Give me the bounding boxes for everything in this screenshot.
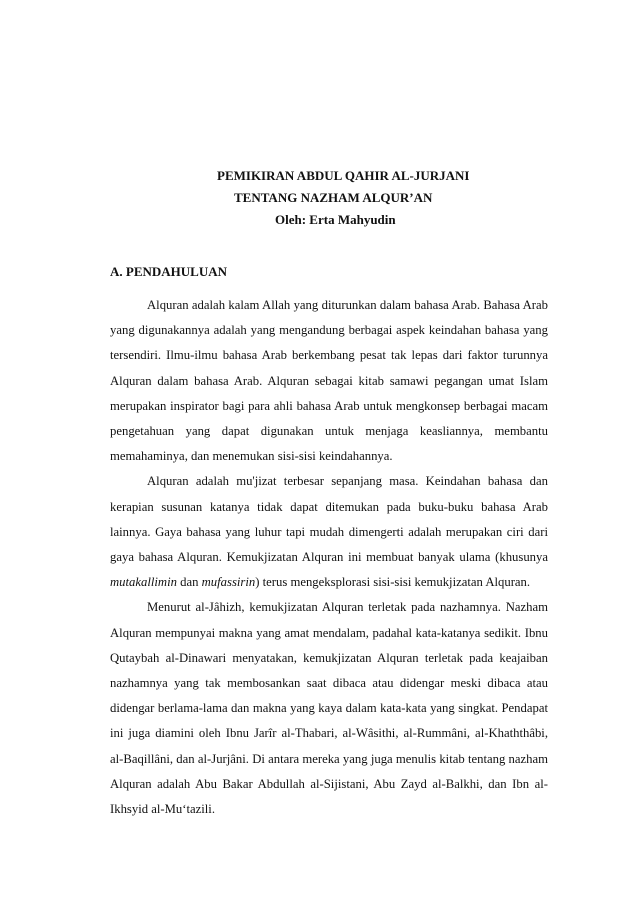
title-line-1: PEMIKIRAN ABDUL QAHIR AL-JURJANI bbox=[217, 168, 470, 183]
author-line: Oleh: Erta Mahyudin bbox=[275, 212, 396, 227]
paragraph-1: Alquran adalah kalam Allah yang diturunkan dalam bahasa Arab. Bahasa Arab yang digunakannya adalah yang mengandung berbagai aspek keindahan bahasa yang tersendiri. Ilmu-ilmu bahasa Arab berkembang pesat tak lepas dari faktor turunnya Alquran dalam bahasa Arab. Alquran sebagai kitab samawi pegangan umat Islam merupakan inspirator bagi para ahli bahasa Arab untuk mengkonsep berbagai macam pengetahuan yang dapat digunakan untuk menjaga keasliannya, membantu memahaminya, dan menemukan sisi-sisi keindahannya. bbox=[110, 298, 548, 464]
title-line-2: TENTANG NAZHAM ALQUR’AN bbox=[234, 190, 433, 205]
paragraph-2-text-a: Alquran adalah mu'jizat terbesar sepanjang masa. Keindahan bahasa dan kerapian susunan katanya tidak dapat ditemukan pada buku-buku bahasa Arab lainnya. Gaya bahasa yang luhur tapi mudah dimengerti adalah merupakan ciri dari gaya bahasa Alquran. Kemukjizatan Alquran ini membuat banyak ulama (khusunya bbox=[110, 474, 548, 565]
paragraph-2-text-c: ) terus mengeksplorasi sisi-sisi kemukjizatan Alquran. bbox=[255, 575, 531, 590]
body-text bbox=[110, 293, 548, 822]
paragraph-2 bbox=[110, 469, 548, 595]
paragraph-2-text-b: dan bbox=[176, 575, 202, 590]
term-mutakallimin: mutakallimin bbox=[110, 575, 177, 590]
section-heading: A. PENDAHULUAN bbox=[110, 264, 227, 279]
term-mufassirin: mufassirin bbox=[201, 575, 256, 590]
paragraph-3: Menurut al-Jâhizh, kemukjizatan Alquran terletak pada nazhamnya. Nazham Alquran mempunyai makna yang amat mendalam, padahal kata-katanya sedikit. Ibnu Qutaybah al-Dinawari menyatakan, kemukjizatan Alquran terletak pada keajaiban nazhamnya yang tak membosankan saat dibaca atau didengar meski dibaca atau didengar berlama-lama dan makna yang kaya dalam kata-kata yang singkat. Pendapat ini juga diamini oleh Ibnu Jarîr al-Thabari, al-Wâsithi, al-Rummâni, al-Khaththâbi, al-Baqillâni, dan al-Jurjâni. Di antara mereka yang juga menulis kitab tentang nazham Alquran adalah Abu Bakar Abdullah al-Sijistani, Abu Zayd al-Balkhi, dan Ibn al-Ikhsyid al-Mu‘tazili. bbox=[110, 600, 548, 817]
